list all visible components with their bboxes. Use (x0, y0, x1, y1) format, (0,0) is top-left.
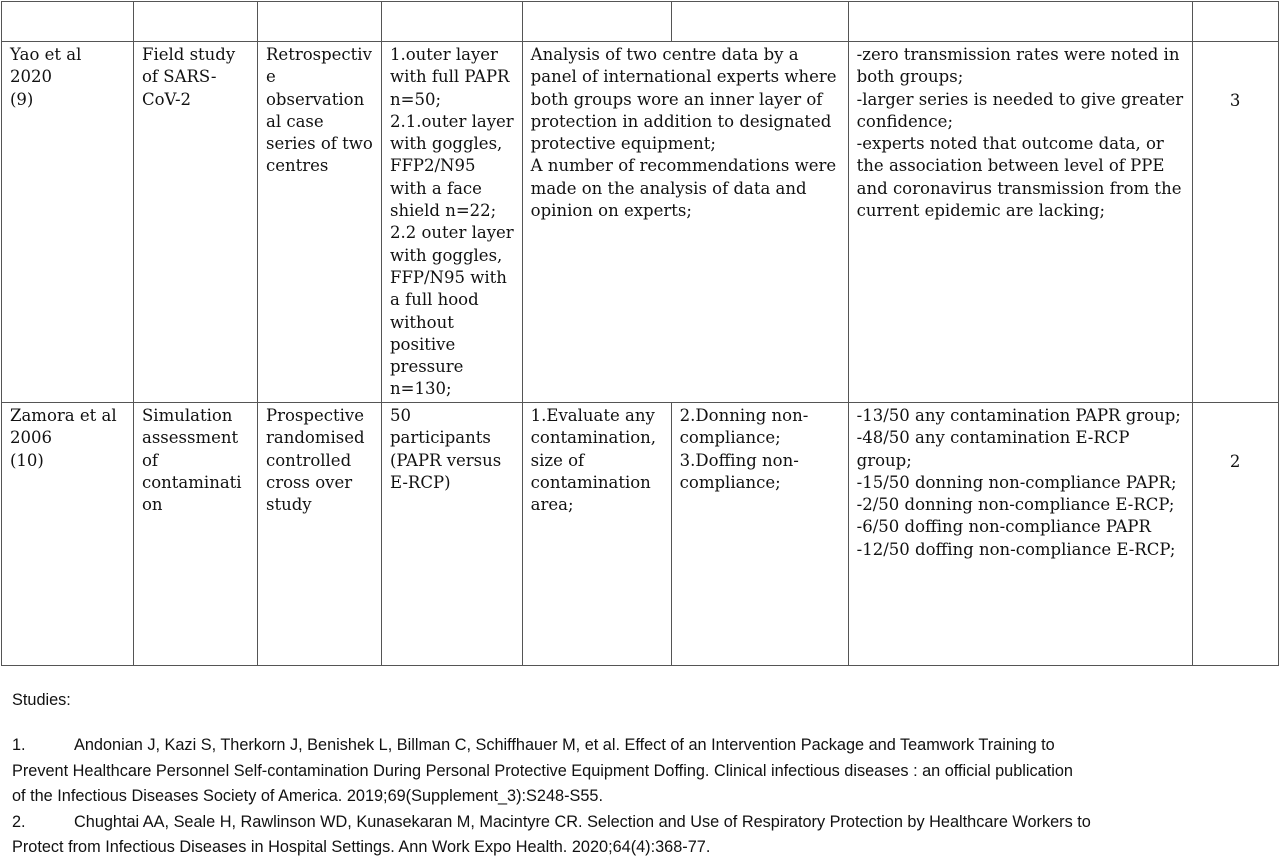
reference-line (12, 810, 1274, 836)
cell-line: contamination (530, 472, 651, 492)
cell-line: on (142, 495, 163, 515)
cell-line: assessment (142, 428, 239, 448)
cell-line: FFP/N95 with (390, 267, 507, 287)
results-cell (848, 403, 1192, 666)
cell-line: shield n=22; (390, 201, 497, 221)
cell-line: confidence; (856, 111, 953, 131)
reference-text: Andonian J, Kazi S, Therkorn J, Benishek L, Billman C, Schiffhauer M, et al. Effect of an Intervention Package and Teamwork Training to (74, 736, 1055, 754)
cell-line: Zamora et al (10, 406, 117, 425)
cell-line: size of (530, 450, 585, 470)
cell-line: with goggles, (390, 245, 503, 265)
reference-line (12, 759, 1274, 785)
cell-line: current epidemic are lacking; (856, 201, 1106, 221)
cell-line: opinion on experts; (530, 201, 692, 221)
cell-line: pressure (390, 357, 464, 377)
cell-line: 2020 (10, 67, 52, 87)
table-row (2, 403, 1279, 666)
cell-line: A number of recommendations were (530, 156, 837, 176)
cell-line: series of two (266, 134, 373, 154)
cell-line: without (390, 312, 454, 332)
reference-text: of the Infectious Diseases Society of America. 2019;69(Supplement_3):S248-S55. (12, 787, 603, 805)
cell-line: Analysis of two centre data by a (530, 45, 799, 64)
participants-cell (382, 403, 523, 666)
cell-line: Retrospectiv (266, 45, 372, 64)
evidence-table (1, 1, 1279, 666)
cell-line: -larger series is needed to give greater (856, 89, 1184, 109)
header-row (2, 2, 1279, 42)
cell-line: compliance; (679, 428, 781, 448)
cell-line: 2.Donning non- (679, 406, 809, 425)
cell-line: Simulation (142, 406, 233, 425)
cell-line: -15/50 donning non-compliance PAPR; (856, 472, 1177, 492)
author-cell (2, 42, 134, 403)
cell-line: 50 (390, 406, 411, 425)
cell-line: Field study (142, 45, 236, 64)
table-row (2, 42, 1279, 403)
cell-line: both groups; (856, 67, 964, 87)
cell-line: FFP2/N95 (390, 156, 476, 176)
cell-line: 1.outer layer (390, 45, 498, 64)
cell-line: of (142, 450, 159, 470)
cell-line: panel of international experts where (530, 67, 837, 87)
reference-item (12, 733, 1274, 810)
cell-line: study (266, 495, 312, 515)
participants-cell (382, 42, 523, 403)
score-cell: 3 (1192, 42, 1278, 403)
header-cell (848, 2, 1192, 42)
cell-line: Yao et al (10, 45, 82, 64)
cell-line: with full PAPR (390, 67, 510, 87)
cell-line: -zero transmission rates were noted in (856, 45, 1180, 64)
cell-line: positive (390, 334, 456, 354)
cell-line: 1.Evaluate any (530, 406, 655, 425)
cell-line: Prospective (266, 406, 364, 425)
design-cell (258, 42, 382, 403)
cell-line: controlled (266, 450, 352, 470)
reference-item (12, 810, 1274, 861)
cell-line: area; (530, 495, 574, 515)
reference-text: Protect from Infectious Diseases in Hospital Settings. Ann Work Expo Health. 2020;64(4):368-77. (12, 838, 711, 856)
cell-line: contamination, (530, 428, 657, 448)
reference-line (12, 835, 1274, 861)
cell-line: observation (266, 89, 365, 109)
cell-line: 2.2 outer layer (390, 223, 514, 243)
cell-line: a full hood (390, 290, 479, 310)
cell-line: (PAPR versus (390, 450, 502, 470)
cell-line: 3.Doffing non- (679, 450, 799, 470)
cell-line: CoV-2 (142, 89, 192, 109)
cell-line: 2.1.outer layer (390, 111, 514, 131)
cell-line: -6/50 doffing non-compliance PAPR (856, 517, 1151, 537)
cell-line: and coronavirus transmission from the (856, 178, 1182, 198)
cell-line: with goggles, (390, 134, 503, 154)
design-cell (258, 403, 382, 666)
header-cell (1192, 2, 1278, 42)
cell-line: participants (390, 428, 491, 448)
cell-line: with a face (390, 178, 482, 198)
cell-line: 2006 (10, 428, 52, 448)
reference-number: 2. (12, 812, 26, 831)
reference-number: 1. (12, 736, 26, 754)
cell-line: compliance; (679, 472, 781, 492)
cell-line: -12/50 doffing non-compliance E-RCP; (856, 539, 1176, 559)
cell-line: group; (856, 450, 912, 470)
cell-line: al case (266, 111, 324, 131)
header-cell (258, 2, 382, 42)
outcomes-cell-primary (522, 403, 671, 666)
cell-line: -48/50 any contamination E-RCP (856, 428, 1130, 448)
results-cell (848, 42, 1192, 403)
cell-line: contaminati (142, 472, 242, 492)
reference-text: Chughtai AA, Seale H, Rawlinson WD, Kunasekaran M, Macintyre CR. Selection and Use of Respiratory Protection by Healthcare Workers to (74, 812, 1091, 831)
studies-heading: Studies: (12, 691, 71, 709)
cell-line: (9) (10, 89, 34, 109)
header-cell (2, 2, 134, 42)
author-cell (2, 403, 134, 666)
reference-line (12, 733, 1274, 759)
cell-line: -13/50 any contamination PAPR group; (856, 406, 1181, 425)
cell-line: protection in addition to designated (530, 111, 832, 131)
header-cell (134, 2, 258, 42)
study-type-cell (134, 42, 258, 403)
reference-line (12, 784, 1274, 810)
cell-line: -2/50 donning non-compliance E-RCP; (856, 495, 1175, 515)
cell-line: n=130; (390, 379, 452, 399)
cell-line: -experts noted that outcome data, or (856, 134, 1164, 154)
cell-line: randomised (266, 428, 365, 448)
cell-line: of SARS- (142, 67, 217, 87)
cell-line: n=50; (390, 89, 442, 109)
header-cell (671, 2, 848, 42)
reference-text: Prevent Healthcare Personnel Self-contamination During Personal Protective Equipment Doffing. Clinical infectious diseases : an official publication (12, 761, 1073, 780)
study-type-cell (134, 403, 258, 666)
cell-line: the association between level of PPE (856, 156, 1165, 176)
outcomes-cell (522, 42, 848, 403)
cell-line: made on the analysis of data and (530, 178, 807, 198)
cell-line: both groups wore an inner layer of (530, 89, 823, 109)
cell-line: E-RCP) (390, 472, 451, 492)
cell-line: centres (266, 156, 329, 176)
cell-line: (10) (10, 450, 44, 470)
header-cell (382, 2, 523, 42)
cell-line: cross over (266, 472, 353, 492)
score-cell: 2 (1192, 403, 1278, 666)
cell-line: e (266, 67, 276, 87)
outcomes-cell-secondary (671, 403, 848, 666)
reference-list (12, 733, 1274, 861)
cell-line: protective equipment; (530, 134, 716, 154)
header-cell (522, 2, 671, 42)
